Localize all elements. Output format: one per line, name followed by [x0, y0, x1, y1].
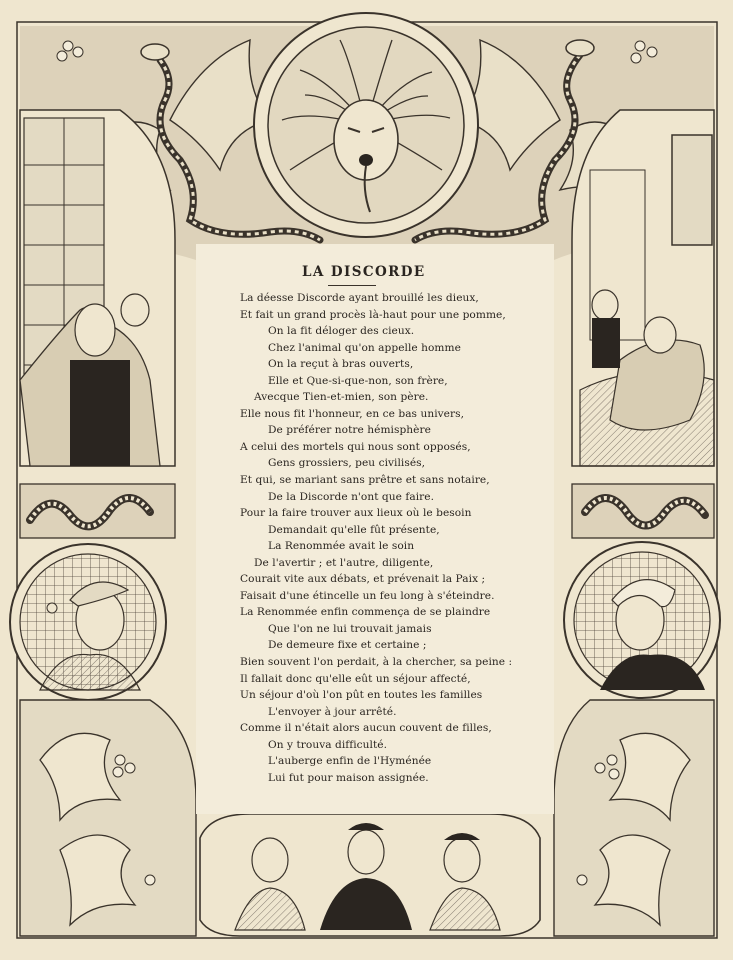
- poem-line: A celui des mortels qui nous sont opposés,: [240, 440, 471, 453]
- poem-line: Chez l'animal qu'on appelle homme: [268, 341, 461, 354]
- poem-line: Et qui, se mariant sans prêtre et sans notaire,: [240, 474, 490, 487]
- poem-line: De la Discorde n'ont que faire.: [268, 490, 434, 503]
- poem-line: L'envoyer à jour arrêté.: [268, 705, 397, 718]
- woman-bonnet-portrait: [564, 542, 720, 698]
- three-men-arguing-scene: [200, 814, 540, 936]
- poem-line: On la fit déloger des cieux.: [268, 325, 415, 338]
- poem-line: Bien souvent l'on perdait, à la chercher, sa peine :: [240, 656, 513, 669]
- poem-line: Un séjour d'où l'on pût en toutes les familles: [240, 689, 483, 702]
- poem-line: Courait vite aux débats, et prévenait la Paix ;: [240, 573, 486, 586]
- poem-line: De l'avertir ; et l'autre, diligente,: [254, 556, 434, 569]
- poem-line: Elle nous fit l'honneur, en ce bas univers,: [240, 407, 465, 420]
- poem-line: Il fallait donc qu'elle eût un séjour affecté,: [240, 672, 471, 685]
- poem-line: Gens grossiers, peu civilisés,: [268, 457, 426, 470]
- poem-line: Avecque Tien-et-mien, son père.: [254, 391, 429, 404]
- poem-line: La Renommée enfin commença de se plaindre: [240, 606, 491, 619]
- poem-line: Elle et Que-si-que-non, son frère,: [268, 374, 448, 387]
- poem-line: Et fait un grand procès là-haut pour une pomme,: [240, 308, 506, 321]
- poem-line: Lui fut pour maison assignée.: [268, 771, 429, 784]
- poem-line: On la reçut à bras ouverts,: [268, 358, 414, 371]
- poem-line: De préférer notre hémisphère: [268, 424, 431, 437]
- poem-line: Que l'on ne lui trouvait jamais: [268, 622, 432, 635]
- mother-child-sofa-scene: [572, 110, 714, 466]
- poem-line: Faisait d'une étincelle un feu long à s'éteindre.: [240, 589, 495, 602]
- poem-line: L'auberge enfin de l'Hyménée: [268, 755, 432, 768]
- poem-line: Demandait qu'elle fût présente,: [268, 523, 440, 536]
- poem-line: La Renommée avait le soin: [268, 540, 415, 553]
- title-rule: [328, 285, 376, 286]
- poem-line: Pour la faire trouver aux lieux où le besoin: [240, 507, 472, 520]
- poem-line: La déesse Discorde ayant brouillé les dieux,: [240, 292, 479, 304]
- medusa-head-icon: [254, 13, 478, 237]
- poem-title: LA DISCORDE: [302, 264, 426, 280]
- poem-line: Comme il n'était alors aucun couvent de filles,: [240, 722, 492, 735]
- poem-line: On y trouva difficulté.: [268, 738, 388, 751]
- man-nightcap-portrait: [10, 544, 166, 700]
- poem-line: De demeure fixe et certaine ;: [268, 639, 427, 652]
- old-man-window-scene: [20, 110, 175, 466]
- poem: [240, 262, 540, 786]
